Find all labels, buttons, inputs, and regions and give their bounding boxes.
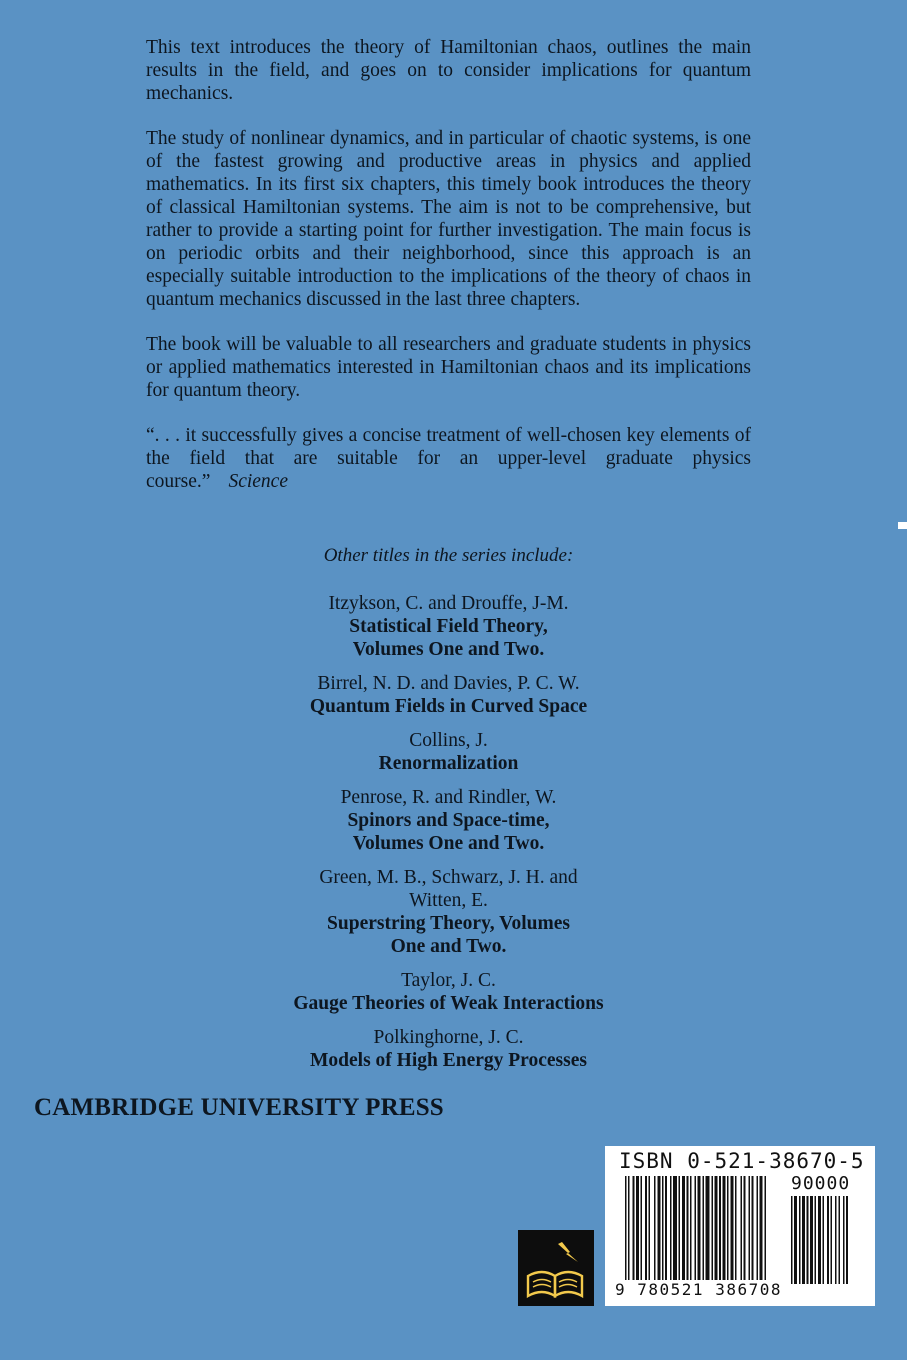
blurb-paragraph-3: The book will be valuable to all researchers and graduate students in physics or applied mathematics interested in Hamiltonian chaos and its implications for quantum theory. — [146, 334, 751, 401]
title-name-continued: Volumes One and Two. — [352, 639, 545, 660]
barcode-stripe — [628, 1176, 630, 1284]
barcode-stripe — [791, 1196, 793, 1284]
title-author: Birrel, N. D. and Davies, P. C. W. — [317, 673, 580, 694]
barcode-stripe — [815, 1196, 817, 1284]
title-author-continued: Witten, E. — [409, 890, 488, 911]
title-author: Itzykson, C. and Drouffe, J-M. — [328, 593, 569, 614]
barcode-stripe — [843, 1196, 845, 1284]
barcode-stripe — [665, 1176, 667, 1284]
barcode-stripe — [670, 1176, 672, 1284]
title-author: Collins, J. — [409, 730, 488, 751]
title-name: Spinors and Space-time, — [347, 810, 550, 831]
barcode-stripe — [827, 1196, 829, 1284]
barcode-stripe — [749, 1176, 751, 1284]
barcode-stripe — [625, 1176, 627, 1284]
barcode-stripe — [715, 1176, 718, 1284]
barcode-stripe — [649, 1176, 651, 1284]
blurb-paragraph-2: The study of nonlinear dynamics, and in particular of chaotic systems, is one of the fastest growing and productive areas in physics and applied mathematics. In its first six chapters, this timely book introduces the theory of classical Hamiltonian systems. The aim is not to be comprehensive, but rather to provide a starting point for further investigation. The main focus is on periodic orbits and their neighborhood, since this approach is an especially suitable introduction to the implications of the theory of chaos in quantum mechanics discussed in the last three chapters. — [146, 128, 751, 310]
barcode-stripe — [818, 1196, 821, 1284]
price-code: 90000 — [791, 1173, 851, 1194]
barcode-stripe — [690, 1176, 692, 1284]
barcode-stripe — [794, 1196, 797, 1284]
title-name: Quantum Fields in Curved Space — [309, 696, 588, 717]
title-author: Green, M. B., Schwarz, J. H. and — [319, 867, 578, 888]
barcode-stripe — [703, 1176, 705, 1284]
barcode-block — [605, 1146, 875, 1306]
barcode-stripe — [698, 1176, 701, 1284]
barcode-stripe — [741, 1176, 743, 1284]
barcode-stripe — [706, 1176, 710, 1284]
barcode-stripe — [807, 1196, 809, 1284]
title-author: Polkinghorne, J. C. — [373, 1027, 524, 1048]
barcode-stripe — [760, 1176, 763, 1284]
review-quote — [146, 424, 751, 493]
barcode-stripe — [735, 1176, 737, 1284]
barcode-stripe — [831, 1196, 833, 1284]
barcode-stripe — [765, 1176, 767, 1284]
edge-mark — [898, 522, 907, 529]
logo-graphic — [518, 1230, 594, 1306]
title-name: Superstring Theory, Volumes — [327, 913, 570, 934]
barcode-stripe — [757, 1176, 759, 1284]
barcode-stripe — [799, 1196, 801, 1284]
barcode-stripe — [641, 1176, 643, 1284]
barcode-stripe — [695, 1176, 697, 1284]
barcode-stripe — [654, 1176, 656, 1284]
list-item — [146, 729, 751, 775]
list-item — [146, 672, 751, 718]
title-name-continued: Volumes One and Two. — [352, 833, 545, 854]
open-book-lightning-icon — [518, 1230, 594, 1306]
blurb-paragraph-1: This text introduces the theory of Hamiltonian chaos, outlines the main results in the field, and goes on to consider implications for quantum mechanics. — [146, 37, 751, 104]
barcode-stripe — [633, 1176, 635, 1284]
barcode-icon — [625, 1176, 785, 1284]
barcode-stripe — [752, 1176, 754, 1284]
review-source: Science — [228, 471, 288, 492]
barcode-stripe — [731, 1176, 734, 1284]
publisher-name: CAMBRIDGE UNIVERSITY PRESS — [34, 1094, 444, 1121]
title-name-continued: One and Two. — [390, 936, 507, 957]
review-quote-text: “. . . it successfully gives a concise treatment of well-chosen key elements of the field that are suitable for an upper-level graduate physics course.” — [146, 425, 751, 492]
barcode-stripe — [673, 1176, 677, 1284]
barcode-stripe — [727, 1176, 729, 1284]
series-titles-list — [146, 592, 751, 1083]
list-item — [146, 969, 751, 1015]
barcode-stripe — [687, 1176, 689, 1284]
barcode-stripe — [810, 1196, 813, 1284]
title-name: Statistical Field Theory, — [349, 616, 548, 637]
barcode-stripe — [802, 1196, 805, 1284]
isbn-text: ISBN 0-521-38670-5 — [619, 1149, 865, 1173]
barcode-stripe — [679, 1176, 681, 1284]
series-heading: Other titles in the series include: — [323, 545, 574, 566]
title-author: Taylor, J. C. — [401, 970, 496, 991]
barcode-stripe — [636, 1176, 639, 1284]
barcode-stripe — [846, 1196, 848, 1284]
barcode-stripe — [744, 1176, 746, 1284]
list-item — [146, 1026, 751, 1072]
list-item — [146, 592, 751, 661]
barcode-stripe — [712, 1176, 714, 1284]
title-name: Renormalization — [378, 753, 519, 774]
barcode-stripe — [662, 1176, 664, 1284]
barcode-stripe — [839, 1196, 841, 1284]
ean-number: 9 780521 386708 — [615, 1280, 782, 1299]
barcode-stripe — [658, 1176, 661, 1284]
blurb — [146, 36, 751, 493]
title-name: Gauge Theories of Weak Interactions — [293, 993, 604, 1014]
barcode-stripe — [723, 1176, 726, 1284]
barcode-stripe — [645, 1176, 647, 1284]
title-author: Penrose, R. and Rindler, W. — [340, 787, 557, 808]
title-name: Models of High Energy Processes — [310, 1050, 587, 1071]
list-item — [146, 786, 751, 855]
barcode-stripe — [823, 1196, 825, 1284]
barcode-stripe — [835, 1196, 837, 1284]
barcode-stripe — [682, 1176, 685, 1284]
barcode-stripe — [719, 1176, 721, 1284]
barcode-addon-icon — [791, 1196, 869, 1284]
list-item — [146, 866, 751, 958]
